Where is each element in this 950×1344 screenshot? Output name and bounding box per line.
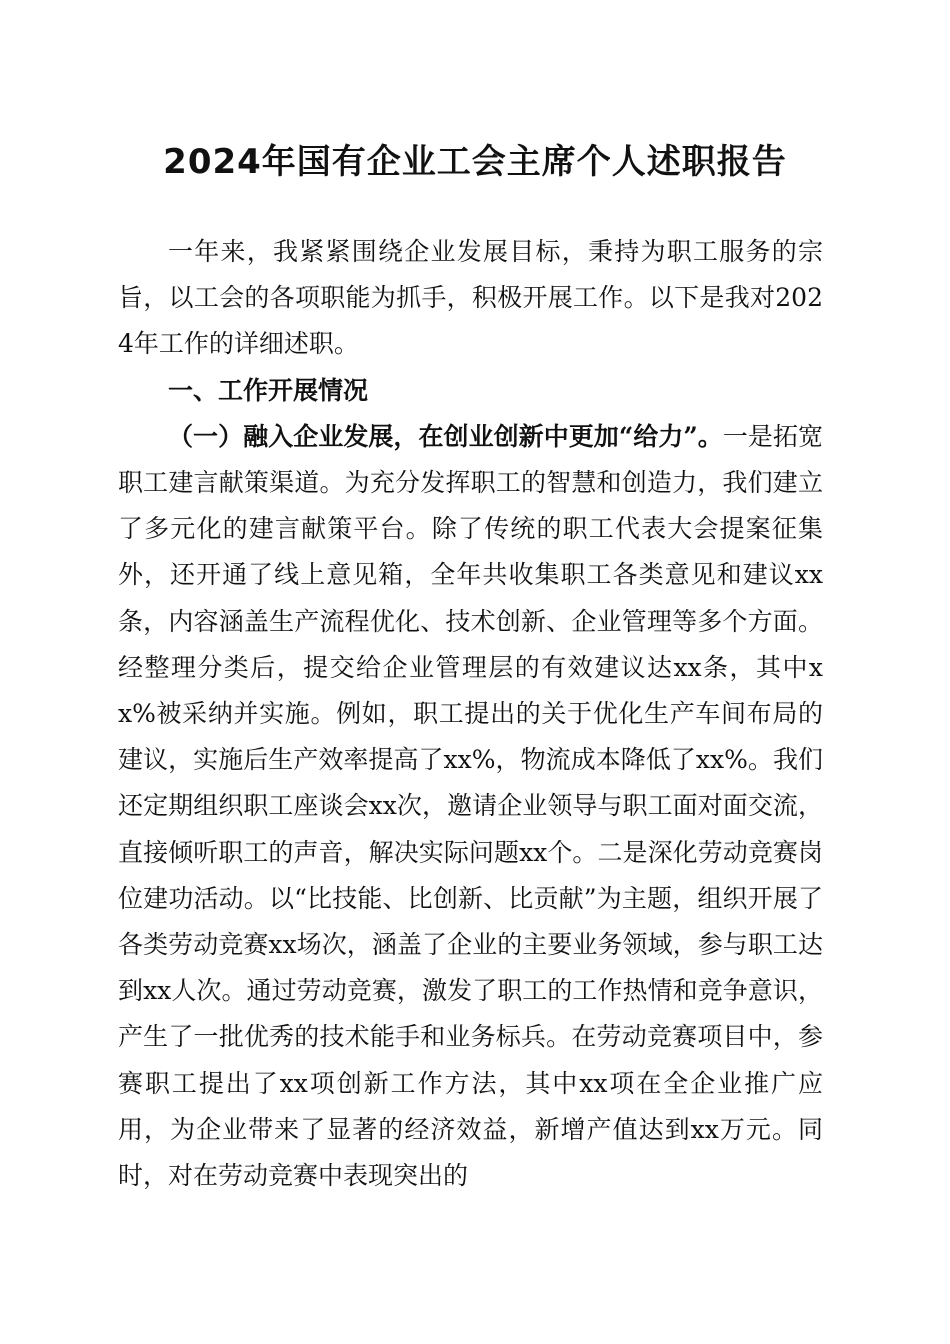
subsection-lead: （一）融入企业发展，在创业创新中更加“给力”。 bbox=[168, 421, 723, 451]
subsection-paragraph bbox=[118, 414, 823, 1199]
document-body bbox=[118, 229, 823, 1199]
document-title: 2024年国有企业工会主席个人述职报告 bbox=[163, 142, 787, 182]
subsection-body: 一是拓宽职工建言献策渠道。为充分发挥职工的智慧和创造力，我们建立了多元化的建言献策平台。除了传统的职工代表大会提案征集外，还开通了线上意见箱，全年共收集职工各类意见和建议xx条，内容涵盖生产流程优化、技术创新、企业管理等多个方面。经整理分类后，提交给企业管理层的有效建议达xx条，其中xx%被采纳并实施。例如，职工提出的关于优化生产车间布局的建议，实施后生产效率提高了xx%，物流成本降低了xx%。我们还定期组织职工座谈会xx次，邀请企业领导与职工面对面交流，直接倾听职工的声音，解决实际问题xx个。二是深化劳动竞赛岗位建功活动。以“比技能、比创新、比贡献”为主题，组织开展了各类劳动竞赛xx场次，涵盖了企业的主要业务领域，参与职工达到xx人次。通过劳动竞赛，激发了职工的工作热情和竞争意识，产生了一批优秀的技术能手和业务标兵。在劳动竞赛项目中，参赛职工提出了xx项创新工作方法，其中xx项在全企业推广应用，为企业带来了显著的经济效益，新增产值达到xx万元。同时，对在劳动竞赛中表现突出的 bbox=[118, 421, 823, 1191]
section-heading: 一、工作开展情况 bbox=[168, 375, 369, 405]
intro-paragraph: 一年来，我紧紧围绕企业发展目标，秉持为职工服务的宗旨，以工会的各项职能为抓手，积极开展工作。以下是我对2024年工作的详细述职。 bbox=[118, 237, 823, 359]
